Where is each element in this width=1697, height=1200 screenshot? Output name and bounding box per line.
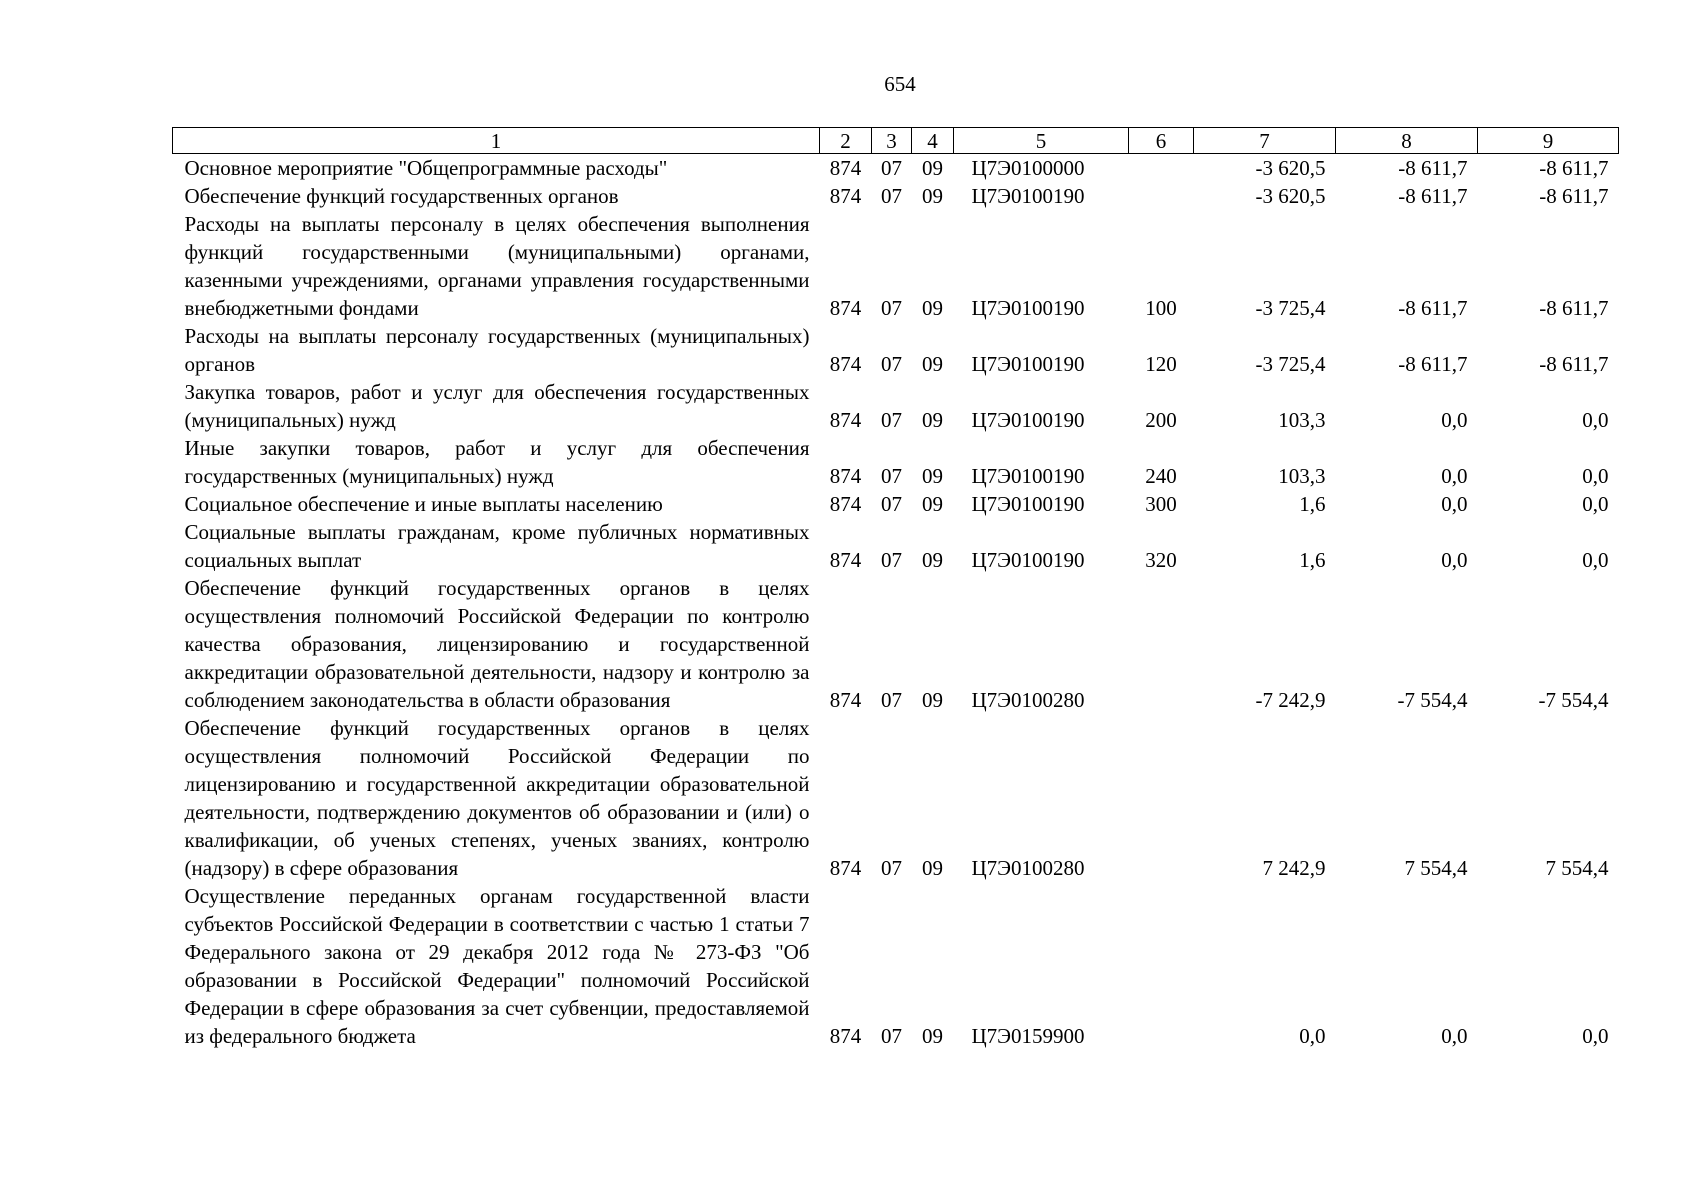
row-col-2: 874 — [829, 492, 862, 516]
row-col-8: 0,0 — [1441, 1024, 1468, 1048]
row-col-4: 09 — [922, 1024, 943, 1048]
row-col-8: 0,0 — [1441, 492, 1468, 516]
row-col-9: 0,0 — [1582, 492, 1609, 516]
row-col-9: 7 554,4 — [1545, 856, 1609, 880]
row-name: Закупка товаров, работ и услуг для обеспечения государственных (муниципальных) нужд — [184, 380, 810, 432]
row-col-2: 874 — [829, 352, 862, 376]
row-col-2: 874 — [829, 856, 862, 880]
table-row — [173, 210, 1619, 322]
row-col-7: 103,3 — [1278, 408, 1326, 432]
row-col-9: -8 611,7 — [1539, 156, 1609, 180]
row-col-2: 874 — [829, 688, 862, 712]
row-col-2: 874 — [829, 548, 862, 572]
table-row — [173, 154, 1619, 183]
table-row — [173, 882, 1619, 1050]
row-col-7: 1,6 — [1299, 548, 1326, 572]
row-col-5: Ц7Э0100190 — [971, 408, 1085, 432]
row-col-4: 09 — [922, 492, 943, 516]
row-col-9: 0,0 — [1582, 408, 1609, 432]
header-col-8: 8 — [1336, 128, 1478, 154]
row-col-8: -8 611,7 — [1398, 156, 1468, 180]
row-col-5: Ц7Э0100280 — [971, 688, 1085, 712]
row-col-7: 7 242,9 — [1262, 856, 1326, 880]
row-col-7: 103,3 — [1278, 464, 1326, 488]
header-col-7: 7 — [1194, 128, 1336, 154]
row-col-9: -7 554,4 — [1538, 688, 1609, 712]
row-col-7: -7 242,9 — [1255, 688, 1326, 712]
page-number: 654 — [884, 72, 916, 96]
row-col-8: -8 611,7 — [1398, 184, 1468, 208]
row-col-9: -8 611,7 — [1539, 296, 1609, 320]
row-col-6 — [1129, 574, 1194, 714]
row-col-6: 320 — [1145, 548, 1177, 572]
row-col-8: -8 611,7 — [1398, 296, 1468, 320]
row-col-4: 09 — [922, 408, 943, 432]
header-col-5: 5 — [954, 128, 1129, 154]
row-col-6: 300 — [1145, 492, 1177, 516]
header-col-4: 4 — [912, 128, 954, 154]
row-col-6: 120 — [1145, 352, 1177, 376]
row-col-4: 09 — [922, 856, 943, 880]
row-col-3: 07 — [881, 856, 902, 880]
table-row — [173, 714, 1619, 882]
table-row — [173, 322, 1619, 378]
table-row — [173, 434, 1619, 490]
row-col-5: Ц7Э0100190 — [971, 464, 1085, 488]
row-col-9: -8 611,7 — [1539, 352, 1609, 376]
row-col-4: 09 — [922, 352, 943, 376]
row-col-3: 07 — [881, 296, 902, 320]
row-col-4: 09 — [922, 184, 943, 208]
row-col-8: -7 554,4 — [1397, 688, 1468, 712]
row-col-2: 874 — [829, 296, 862, 320]
row-col-3: 07 — [881, 492, 902, 516]
row-name: Социальное обеспечение и иные выплаты населению — [184, 492, 663, 516]
row-col-4: 09 — [922, 464, 943, 488]
row-col-6: 240 — [1145, 464, 1177, 488]
row-col-5: Ц7Э0100280 — [971, 856, 1085, 880]
row-col-6 — [1129, 882, 1194, 1050]
header-col-9: 9 — [1478, 128, 1619, 154]
row-col-2: 874 — [829, 464, 862, 488]
row-col-4: 09 — [922, 688, 943, 712]
table-row — [173, 518, 1619, 574]
row-col-8: 7 554,4 — [1404, 856, 1468, 880]
row-col-5: Ц7Э0100190 — [971, 352, 1085, 376]
row-col-5: Ц7Э0100190 — [971, 492, 1085, 516]
row-name: Обеспечение функций государственных органов в целях осуществления полномочий Российской Федерации по лицензированию и государственной аккредитации образовательной деятельности, подтверждению документов об образовании и (или) о квалификации, об ученых степенях, ученых званиях, контролю (надзору) в сфере образования — [184, 716, 810, 880]
row-col-5: Ц7Э0159900 — [971, 1024, 1085, 1048]
table-row — [173, 378, 1619, 434]
row-name: Расходы на выплаты персоналу государственных (муниципальных) органов — [184, 324, 810, 376]
row-col-5: Ц7Э0100190 — [971, 548, 1085, 572]
row-col-9: 0,0 — [1582, 548, 1609, 572]
header-col-2: 2 — [820, 128, 872, 154]
row-col-3: 07 — [881, 184, 902, 208]
row-col-7: -3 725,4 — [1255, 352, 1326, 376]
row-col-3: 07 — [881, 408, 902, 432]
row-col-7: -3 620,5 — [1255, 184, 1326, 208]
row-col-3: 07 — [881, 548, 902, 572]
row-col-4: 09 — [922, 296, 943, 320]
row-col-7: -3 620,5 — [1255, 156, 1326, 180]
row-col-2: 874 — [829, 1024, 862, 1048]
row-col-7: 0,0 — [1299, 1024, 1326, 1048]
table-row — [173, 490, 1619, 518]
row-col-6: 200 — [1145, 408, 1177, 432]
row-name: Основное мероприятие "Общепрограммные расходы" — [184, 156, 668, 180]
row-col-3: 07 — [881, 156, 902, 180]
row-col-4: 09 — [922, 548, 943, 572]
row-col-3: 07 — [881, 464, 902, 488]
row-col-9: -8 611,7 — [1539, 184, 1609, 208]
row-name: Социальные выплаты гражданам, кроме публичных нормативных социальных выплат — [184, 520, 810, 572]
row-col-5: Ц7Э0100190 — [971, 296, 1085, 320]
row-col-8: -8 611,7 — [1398, 352, 1468, 376]
row-col-2: 874 — [829, 184, 862, 208]
row-name: Иные закупки товаров, работ и услуг для обеспечения государственных (муниципальных) нужд — [184, 436, 810, 488]
row-col-8: 0,0 — [1441, 548, 1468, 572]
row-col-6 — [1129, 714, 1194, 882]
header-col-6: 6 — [1129, 128, 1194, 154]
row-col-4: 09 — [922, 156, 943, 180]
table-row — [173, 182, 1619, 210]
row-col-8: 0,0 — [1441, 464, 1468, 488]
row-col-6 — [1129, 182, 1194, 210]
row-col-6 — [1129, 154, 1194, 183]
row-col-3: 07 — [881, 1024, 902, 1048]
header-col-3: 3 — [872, 128, 912, 154]
row-name: Расходы на выплаты персоналу в целях обеспечения выполнения функций государственными (муниципальными) органами, казенными учреждениями, органами управления государственными внебюджетными фондами — [184, 212, 810, 320]
row-col-7: 1,6 — [1299, 492, 1326, 516]
row-col-3: 07 — [881, 352, 902, 376]
row-name: Обеспечение функций государственных органов — [184, 184, 619, 208]
header-row — [173, 128, 1619, 154]
row-col-2: 874 — [829, 408, 862, 432]
row-col-8: 0,0 — [1441, 408, 1468, 432]
row-col-6: 100 — [1145, 296, 1177, 320]
row-col-5: Ц7Э0100190 — [971, 184, 1085, 208]
header-col-1: 1 — [173, 128, 820, 154]
row-name: Обеспечение функций государственных органов в целях осуществления полномочий Российской Федерации по контролю качества образования, лицензированию и государственной аккредитации образовательной деятельности, надзору и контролю за соблюдением законодательства в области образования — [184, 576, 810, 712]
row-col-9: 0,0 — [1582, 1024, 1609, 1048]
row-col-9: 0,0 — [1582, 464, 1609, 488]
row-col-7: -3 725,4 — [1255, 296, 1326, 320]
table-row — [173, 574, 1619, 714]
row-name: Осуществление переданных органам государственной власти субъектов Российской Федерации в соответствии с частью 1 статьи 7 Федерального закона от 29 декабря 2012 года № 273-ФЗ "Об образовании в Российской Федерации" полномочий Российской Федерации в сфере образования за счет субвенции, предоставляемой из федерального бюджета — [184, 884, 810, 1048]
row-col-3: 07 — [881, 688, 902, 712]
row-col-5: Ц7Э0100000 — [971, 156, 1085, 180]
budget-table — [172, 127, 1619, 1050]
row-col-2: 874 — [829, 156, 862, 180]
